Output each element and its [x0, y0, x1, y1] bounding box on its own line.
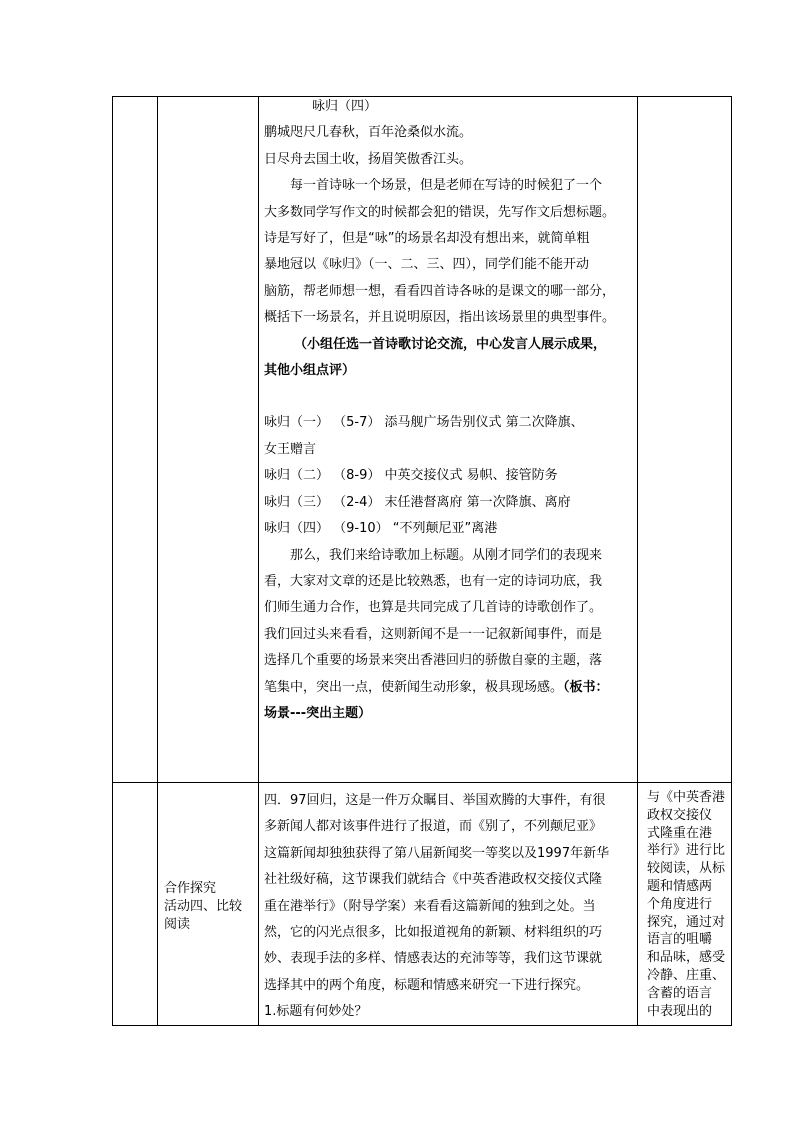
paragraph-line: 然，它的闪光点很多，比如报道视角的新颖、材料组织的巧 [264, 925, 603, 941]
paragraph-line: 脑筋，帮老师想一想，看看四首诗各咏的是课文的哪一部分， [264, 283, 616, 299]
activity-label: 合作探究 [164, 881, 217, 896]
blank-line [264, 384, 634, 410]
intent-line: 和品味，感受 [647, 950, 726, 966]
paragraph-line: 看，大家对文章的还是比较熟悉，也有一定的诗词功底，我 [264, 573, 603, 589]
paragraph-line: 们师生通力合作，也算是共同完成了几首诗的诗歌创作了。 [264, 600, 603, 616]
activity-label: 阅读 [164, 917, 191, 932]
intent-line: 冷静、庄重、 [647, 967, 726, 983]
answer-line: 咏归（三） （2-4） 末任港督离府 第一次降旗、离府 [264, 494, 571, 510]
intent-line: 题和情感两 [647, 878, 713, 894]
intent-line: 探究，通过对 [647, 914, 726, 930]
paragraph-line: 每一首诗咏一个场景，但是老师在写诗的时候犯了一个 [290, 178, 603, 194]
intent-line: 语言的咀嚼 [647, 932, 713, 948]
paragraph-line: 那么，我们来给诗歌加上标题。从刚才同学们的表现来 [290, 547, 603, 563]
paragraph-line: 这篇新闻却独独获得了第八届新闻奖一等奖以及1997年新华 [264, 845, 610, 861]
poem-title: 咏归（四） [312, 99, 378, 114]
paragraph-line: 重在港举行》（附导学案）来看看这篇新闻的独到之处。当 [264, 898, 596, 914]
intent-line: 式隆重在港 [647, 825, 713, 841]
intent-line: 政权交接仪 [647, 807, 713, 823]
answer-line: 女王赠言 [264, 441, 317, 457]
paragraph-line: 概括下一场景名，并且说明原因，指出该场景里的典型事件。 [264, 310, 616, 326]
column-divider-1 [157, 96, 158, 1026]
column-divider-3 [637, 96, 638, 1026]
paragraph-line: 我们回过头来看看，这则新闻不是一一记叙新闻事件，而是 [264, 626, 603, 642]
column-divider-2 [258, 96, 259, 1026]
lower-content-cell [264, 788, 634, 1026]
answer-line: 咏归（四） （9-10） “不列颠尼亚”离港 [264, 521, 498, 537]
answer-line: 咏归（二） （8-9） 中英交接仪式 易帜、接管防务 [264, 468, 558, 484]
poem-line: 日尽舟去国土收，扬眉笑傲香江头。 [264, 151, 473, 167]
paragraph-line: 暴地冠以《咏归》（一、二、三、四），同学们能不能开动 [264, 257, 590, 273]
paragraph-line: 诗是写好了，但是“咏”的场景名却没有想出来，就简单粗 [264, 231, 590, 247]
table-row-divider [112, 782, 732, 783]
paragraph-line: 社社级好稿，这节课我们就结合《中英香港政权交接仪式隆 [264, 872, 603, 888]
question-line: 1.标题有何妙处？ [264, 1004, 368, 1020]
table-left-border [112, 96, 113, 1026]
paragraph-line: 四．97回归，这是一件万众瞩目、举国欢腾的大事件，有很 [264, 793, 606, 808]
intent-line: 与《中英香港 [647, 790, 726, 805]
intent-cell [647, 789, 731, 1020]
group-instruction: 其他小组点评） [264, 363, 356, 379]
intent-line: 较阅读，从标 [647, 861, 726, 877]
board-note: 场景---突出主题） [264, 705, 372, 721]
paragraph-line: 妙、表现手法的多样、情感表达的充沛等等，我们这节课就 [264, 951, 603, 967]
activity-label: 活动四、比较 [164, 899, 243, 914]
paragraph-line [264, 675, 634, 701]
intent-line: 举行》进行比 [647, 843, 726, 859]
intent-line: 个角度进行 [647, 896, 713, 912]
board-note: （板书： [563, 679, 609, 695]
paragraph-line: 多新闻人都对该事件进行了报道，而《别了，不列颠尼亚》 [264, 819, 603, 835]
paragraph-line: 选择其中的两个角度，标题和情感来研究一下进行探究。 [264, 977, 590, 993]
paragraph-line: 大多数同学写作文的时候都会犯的错误，先写作文后想标题。 [264, 204, 616, 220]
group-instruction: （小组任选一首诗歌讨论交流，中心发言人展示成果， [294, 336, 607, 352]
paragraph-line: 选择几个重要的场景来突出香港回归的骄傲自豪的主题，落 [264, 653, 603, 669]
poem-line: 鹏城咫尺几春秋，百年沧桑似水流。 [264, 125, 473, 141]
intent-line: 中表现出的 [647, 1003, 713, 1019]
intent-line: 含蓄的语言 [647, 985, 713, 1001]
upper-content-cell [264, 94, 634, 727]
paragraph-text: 笔集中，突出一点，使新闻生动形象，极具现场感。 [264, 679, 564, 695]
answer-line: 咏归（一） （5-7） 添马舰广场告别仪式 第二次降旗、 [264, 415, 584, 431]
table-right-border [731, 96, 732, 1026]
activity-cell [164, 880, 254, 934]
